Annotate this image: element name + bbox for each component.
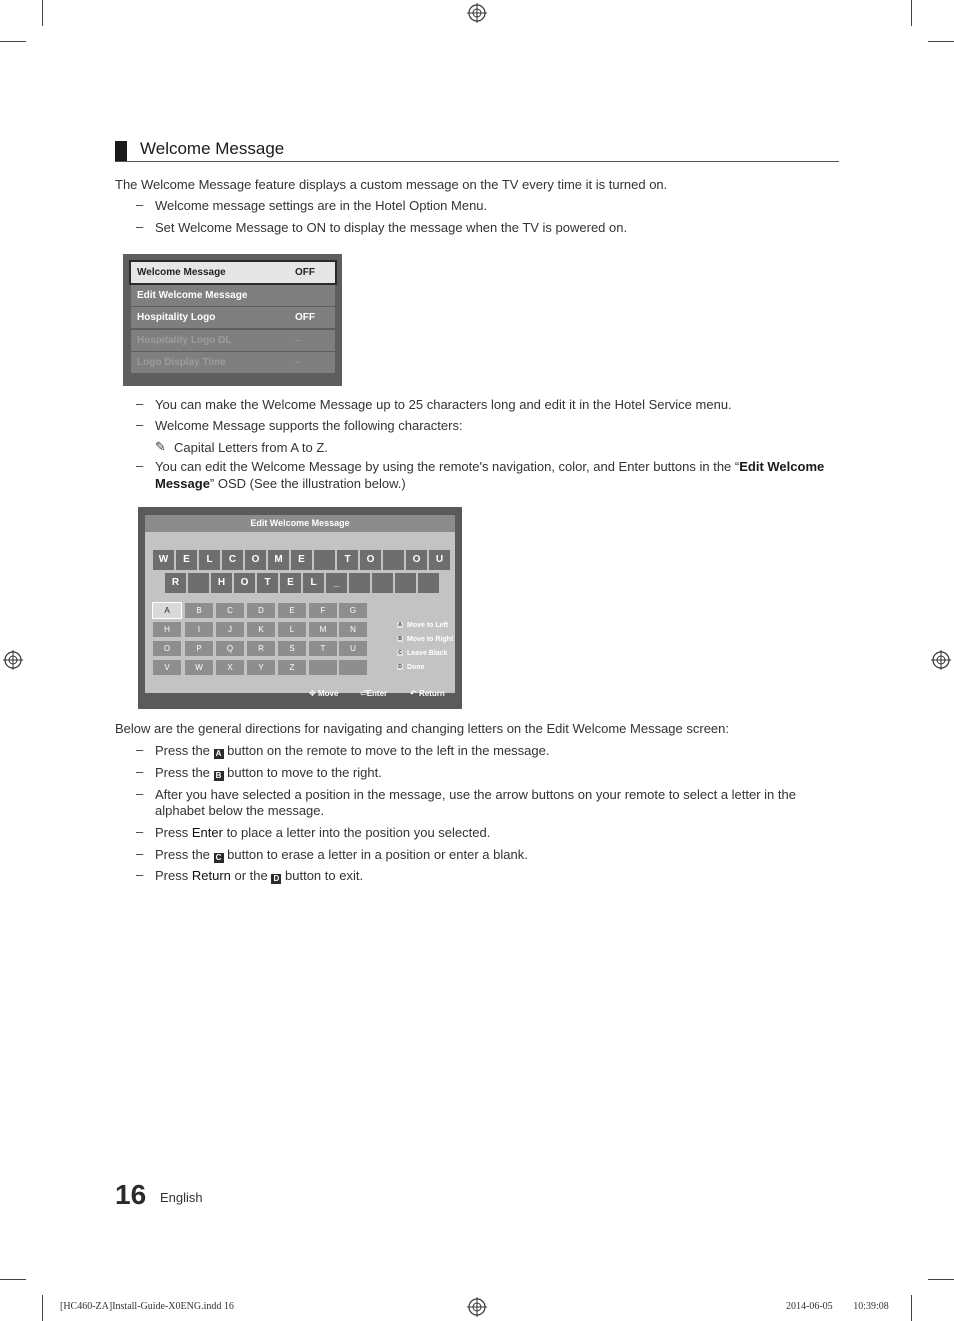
intro-paragraph: The Welcome Message feature displays a custom message on the TV every time it is turned on.: [115, 177, 668, 192]
crop-mark: [911, 1295, 912, 1321]
bullet-dash: –: [136, 458, 144, 473]
return-icon: ↶: [410, 689, 417, 698]
menu-item-hospitality-logo[interactable]: [131, 307, 335, 328]
nav-move-label: Move: [317, 689, 339, 698]
osd-title: Edit Welcome Message: [145, 515, 455, 532]
note-text: Capital Letters from A to Z.: [174, 440, 328, 455]
direction-text: button to exit.: [285, 868, 364, 883]
bullet-dash: –: [136, 396, 144, 411]
keyboard-key[interactable]: X: [216, 660, 244, 675]
menu-item-welcome-message[interactable]: [131, 262, 335, 283]
note-pencil-icon: ✎: [155, 439, 166, 454]
menu-item-logo-display-time: [131, 352, 335, 373]
message-char-cell[interactable]: O: [360, 550, 381, 570]
direction-text: After you have selected a position in the message, use the arrow buttons on your remote to select a letter in the: [155, 787, 796, 802]
enter-key-name: Enter: [191, 825, 223, 840]
osd-panel: [145, 515, 455, 693]
keyboard-key[interactable]: C: [216, 603, 244, 618]
direction-item: [155, 867, 363, 884]
bullet-text: [155, 458, 839, 492]
direction-text: button to move to the right.: [227, 765, 382, 780]
message-char-cell[interactable]: T: [257, 573, 278, 593]
message-char-cell[interactable]: [418, 573, 439, 593]
section-marker: [115, 141, 127, 162]
keyboard-key[interactable]: O: [153, 641, 181, 656]
bullet-dash: –: [136, 786, 144, 801]
nav-return: [410, 689, 445, 698]
legend-label: Move to Left: [407, 622, 449, 629]
keyboard-key[interactable]: W: [185, 660, 213, 675]
b-button-icon: B: [398, 636, 402, 643]
message-char-cell[interactable]: [349, 573, 370, 593]
nav-move: [309, 689, 338, 698]
keyboard-key[interactable]: H: [153, 622, 181, 637]
keyboard-key[interactable]: Z: [278, 660, 306, 675]
direction-text: to place a letter into the position you selected.: [226, 825, 491, 840]
a-button-icon: A: [398, 622, 402, 629]
message-char-cell[interactable]: [188, 573, 209, 593]
bullet-dash: –: [136, 824, 144, 839]
bullet-dash: –: [136, 219, 144, 234]
footer-filename: [HC460-ZA]Install-Guide-X0ENG.indd 16: [60, 1301, 234, 1312]
direction-text: Press the: [155, 743, 210, 758]
direction-text: Press: [155, 825, 189, 840]
registration-mark-icon: [3, 650, 23, 670]
edit-welcome-message-osd: [138, 507, 462, 709]
menu-item-label: Hospitality Logo DL: [137, 335, 232, 346]
keyboard-key[interactable]: N: [339, 622, 367, 637]
bullet-dash: –: [136, 417, 144, 432]
keyboard-key[interactable]: P: [185, 641, 213, 656]
footer-timestamp: 2014-06-05 ￿￿ 10:39:08: [786, 1301, 889, 1312]
return-key-name: Return: [191, 868, 231, 883]
bullet-dash: –: [136, 197, 144, 212]
message-char-cell[interactable]: [372, 573, 393, 593]
direction-text: Press the: [155, 847, 210, 862]
keyboard-key[interactable]: U: [339, 641, 367, 656]
enter-icon: ⏎: [360, 689, 367, 698]
menu-item-label: Edit Welcome Message: [137, 290, 248, 301]
b-button-icon: B: [214, 771, 224, 781]
d-button-icon: D: [398, 664, 402, 671]
bullet-dash: –: [136, 742, 144, 757]
bullet-text: You can make the Welcome Message up to 25 characters long and edit it in the Hotel Service menu.: [155, 397, 732, 412]
message-char-cell[interactable]: E: [291, 550, 312, 570]
section-divider: [115, 161, 839, 162]
bullet-text: Set Welcome Message to ON to display the message when the TV is powered on.: [155, 220, 628, 235]
keyboard-key[interactable]: D: [247, 603, 275, 618]
message-char-cell[interactable]: [314, 550, 335, 570]
keyboard-key[interactable]: Y: [247, 660, 275, 675]
registration-mark-icon: [931, 650, 951, 670]
legend-item: [397, 664, 425, 671]
keyboard-key[interactable]: E: [278, 603, 306, 618]
menu-item-value: –: [295, 335, 301, 346]
page-number: 16: [115, 1179, 147, 1210]
message-char-cell[interactable]: E: [280, 573, 301, 593]
message-char-cell[interactable]: U: [429, 550, 450, 570]
crop-mark: [911, 0, 912, 26]
a-button-icon: A: [214, 749, 224, 759]
osd-name-bold: Edit Welcome Message: [155, 459, 825, 491]
nav-enter-label: Enter: [366, 689, 388, 698]
menu-item-label: Logo Display Time: [137, 357, 226, 368]
direction-item: [155, 846, 528, 863]
keyboard-key[interactable]: Q: [216, 641, 244, 656]
menu-item-hospitality-logo-dl: [131, 330, 335, 351]
message-char-cell[interactable]: [395, 573, 416, 593]
legend-label: Leave Black: [407, 650, 448, 657]
registration-mark-icon: [467, 3, 487, 23]
bullet-dash: –: [136, 846, 144, 861]
bullet-dash: –: [136, 764, 144, 779]
keyboard-key[interactable]: L: [278, 622, 306, 637]
message-char-cell[interactable]: C: [222, 550, 243, 570]
keyboard-key[interactable]: A: [153, 603, 181, 618]
legend-label: Done: [407, 664, 425, 671]
section-title: Welcome Message: [140, 139, 285, 158]
keyboard-key[interactable]: K: [247, 622, 275, 637]
direction-item: [155, 824, 490, 841]
direction-text: Press: [155, 868, 189, 883]
crop-mark: [928, 1279, 954, 1280]
legend-item: [397, 636, 453, 643]
message-char-cell[interactable]: O: [234, 573, 255, 593]
keyboard-key[interactable]: [339, 660, 367, 675]
crop-mark: [928, 41, 954, 42]
crop-mark: [0, 1279, 26, 1280]
message-char-cell[interactable]: W: [153, 550, 174, 570]
crop-mark: [42, 0, 43, 26]
message-char-cell[interactable]: O: [406, 550, 427, 570]
menu-item-value: OFF: [295, 312, 315, 323]
direction-text: or the: [234, 868, 268, 883]
direction-text: alphabet below the message.: [155, 803, 325, 818]
crop-mark: [0, 41, 26, 42]
keyboard-key[interactable]: G: [339, 603, 367, 618]
keyboard-key[interactable]: S: [278, 641, 306, 656]
message-char-cell[interactable]: H: [211, 573, 232, 593]
keyboard-key[interactable]: J: [216, 622, 244, 637]
message-char-cell[interactable]: O: [245, 550, 266, 570]
c-button-icon: C: [398, 650, 402, 657]
direction-item: [155, 742, 549, 759]
message-char-cell[interactable]: E: [176, 550, 197, 570]
direction-text: button to erase a letter in a position or enter a blank.: [227, 847, 528, 862]
bullet-text: Welcome message settings are in the Hotel Option Menu.: [155, 198, 488, 213]
crop-mark: [42, 1295, 43, 1321]
keyboard-key[interactable]: T: [309, 641, 337, 656]
c-button-icon: C: [214, 853, 224, 863]
legend-label: Move to Right: [407, 636, 454, 643]
legend-item: [397, 650, 447, 657]
menu-item-label: Welcome Message: [137, 267, 226, 278]
registration-mark-icon: [467, 1297, 487, 1317]
keyboard-key[interactable]: [309, 660, 337, 675]
message-char-cell[interactable]: M: [268, 550, 289, 570]
nav-enter: [360, 689, 387, 698]
keyboard-key[interactable]: M: [309, 622, 337, 637]
d-button-icon: D: [271, 874, 281, 884]
direction-item: [155, 764, 382, 781]
menu-item-label: Hospitality Logo: [137, 312, 216, 323]
move-arrows-icon: ✥: [309, 689, 316, 698]
direction-text: button on the remote to move to the left in the message.: [227, 743, 550, 758]
keyboard-key[interactable]: B: [185, 603, 213, 618]
nav-return-label: Return: [418, 689, 445, 698]
bullet-text-part: ” OSD (See the illustration below.): [209, 476, 406, 491]
message-char-cell[interactable]: _: [326, 573, 347, 593]
message-char-cell[interactable]: T: [337, 550, 358, 570]
message-char-cell[interactable]: L: [303, 573, 324, 593]
hotel-option-menu: [123, 254, 342, 386]
bullet-dash: –: [136, 867, 144, 882]
bullet-text: Welcome Message supports the following characters:: [155, 418, 463, 433]
legend-item: [397, 622, 448, 629]
keyboard-key[interactable]: I: [185, 622, 213, 637]
keyboard-key[interactable]: F: [309, 603, 337, 618]
keyboard-key[interactable]: V: [153, 660, 181, 675]
message-char-cell[interactable]: [383, 550, 404, 570]
direction-text: Press the: [155, 765, 210, 780]
message-char-cell[interactable]: R: [165, 573, 186, 593]
keyboard-key[interactable]: R: [247, 641, 275, 656]
message-char-cell[interactable]: L: [199, 550, 220, 570]
bullet-text-part: You can edit the Welcome Message by using the remote's navigation, color, and Enter buttons in the “: [155, 459, 740, 474]
menu-item-edit-welcome-message[interactable]: [131, 285, 335, 306]
page-language: English: [160, 1190, 203, 1205]
menu-item-value: OFF: [295, 267, 315, 278]
menu-item-value: –: [295, 357, 301, 368]
directions-intro: Below are the general directions for navigating and changing letters on the Edit Welcome Message screen:: [115, 721, 730, 736]
